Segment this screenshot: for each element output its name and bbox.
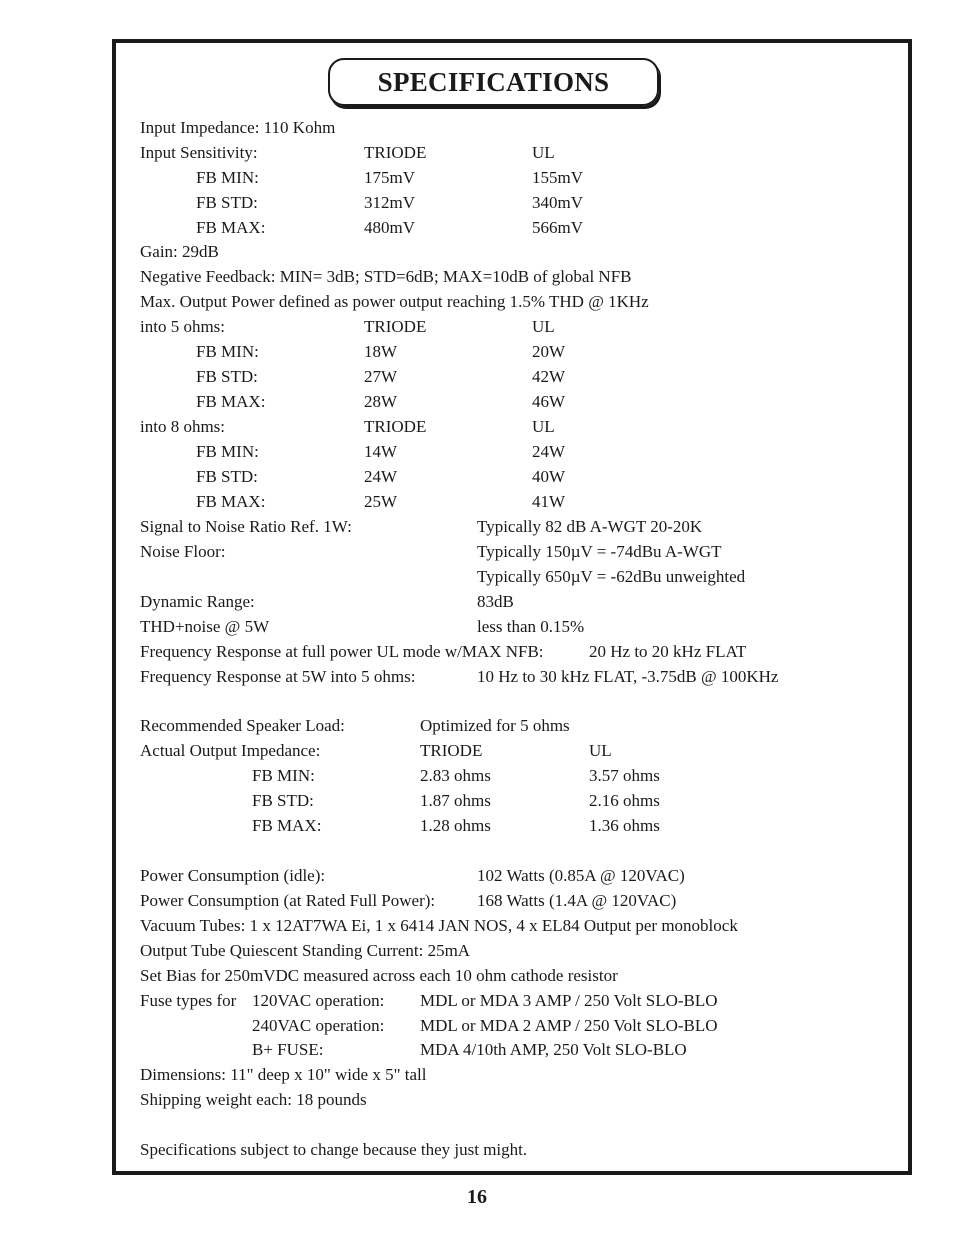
spec-line (0, 889, 954, 913)
spec-cell: 155mV (532, 168, 583, 187)
spec-cell: Frequency Response at full power UL mode w/MAX NFB: (140, 642, 544, 661)
spec-cell: FB STD: (196, 467, 258, 486)
spec-cell: 120VAC operation: (252, 991, 385, 1010)
spec-line (0, 1088, 954, 1112)
spec-line (0, 640, 954, 664)
spec-line (0, 191, 954, 215)
spec-line (0, 240, 954, 264)
spec-line (0, 440, 954, 464)
spec-line (0, 565, 954, 589)
spec-cell: Power Consumption (at Rated Full Power): (140, 891, 436, 910)
spec-cell: UL (532, 317, 555, 336)
spec-line (0, 1063, 954, 1087)
spec-cell: 24W (364, 467, 398, 486)
spec-cell: Optimized for 5 ohms (420, 716, 570, 735)
spec-line (0, 490, 954, 514)
spec-cell: Power Consumption (idle): (140, 866, 326, 885)
spec-line (0, 714, 954, 738)
spec-cell: 168 Watts (1.4A @ 120VAC) (477, 891, 677, 910)
spec-line (0, 290, 954, 314)
spec-cell: FB MIN: (196, 342, 259, 361)
spec-line (0, 764, 954, 788)
spec-cell: Frequency Response at 5W into 5 ohms: (140, 667, 416, 686)
spec-cell: 10 Hz to 30 kHz FLAT, -3.75dB @ 100KHz (477, 667, 779, 686)
spec-cell: 27W (364, 367, 398, 386)
spec-cell: 2.83 ohms (420, 766, 491, 785)
spec-cell: Fuse types for (140, 991, 237, 1010)
spec-cell: UL (532, 143, 555, 162)
spec-cell: 41W (532, 492, 566, 511)
spec-cell: 20 Hz to 20 kHz FLAT (589, 642, 747, 661)
spec-line (0, 365, 954, 389)
spec-cell: FB MIN: (196, 442, 259, 461)
spec-cell: Max. Output Power defined as power output reaching 1.5% THD @ 1KHz (140, 292, 649, 311)
spec-cell: into 8 ohms: (140, 417, 226, 436)
spec-cell: TRIODE (364, 143, 427, 162)
spec-cell: FB STD: (196, 367, 258, 386)
spec-cell: less than 0.15% (477, 617, 585, 636)
spec-cell: Recommended Speaker Load: (140, 716, 345, 735)
spec-line (0, 340, 954, 364)
spec-line (0, 390, 954, 414)
spec-line (0, 315, 954, 339)
spec-cell: 18W (364, 342, 398, 361)
spec-line (0, 415, 954, 439)
spec-cell: Dynamic Range: (140, 592, 255, 611)
spec-line (0, 615, 954, 639)
spec-cell: FB MAX: (196, 218, 266, 237)
spec-cell: TRIODE (420, 741, 483, 760)
spec-line (0, 739, 954, 763)
spec-cell: FB MAX: (196, 392, 266, 411)
spec-cell: THD+noise @ 5W (140, 617, 270, 636)
spec-cell: 20W (532, 342, 566, 361)
spec-line (0, 1038, 954, 1062)
spec-cell: UL (532, 417, 555, 436)
spec-cell: 42W (532, 367, 566, 386)
spec-cell: 566mV (532, 218, 583, 237)
spec-cell: 175mV (364, 168, 415, 187)
spec-cell: Shipping weight each: 18 pounds (140, 1090, 367, 1109)
spec-cell: FB MAX: (252, 816, 322, 835)
spec-line (0, 939, 954, 963)
spec-cell: 240VAC operation: (252, 1016, 385, 1035)
spec-line (0, 665, 954, 689)
spec-line (0, 465, 954, 489)
spec-cell: Specifications subject to change because they just might. (140, 1140, 528, 1159)
spec-cell: Vacuum Tubes: 1 x 12AT7WA Ei, 1 x 6414 JAN NOS, 4 x EL84 Output per monoblock (140, 916, 738, 935)
title-box (328, 58, 659, 106)
spec-cell: Negative Feedback: MIN= 3dB; STD=6dB; MAX=10dB of global NFB (140, 267, 632, 286)
spec-cell: FB MIN: (252, 766, 315, 785)
spec-line (0, 141, 954, 165)
spec-cell: 83dB (477, 592, 514, 611)
spec-cell: 1.87 ohms (420, 791, 491, 810)
spec-cell: FB STD: (252, 791, 314, 810)
spec-line (0, 590, 954, 614)
spec-line (0, 1014, 954, 1038)
spec-line (0, 166, 954, 190)
spec-cell: Actual Output Impedance: (140, 741, 321, 760)
spec-cell: B+ FUSE: (252, 1040, 324, 1059)
spec-line (0, 989, 954, 1013)
spec-cell: 3.57 ohms (589, 766, 660, 785)
spec-cell: Typically 650µV = -62dBu unweighted (477, 567, 746, 586)
spec-cell: 1.28 ohms (420, 816, 491, 835)
spec-cell: Signal to Noise Ratio Ref. 1W: (140, 517, 352, 536)
spec-cell: 340mV (532, 193, 583, 212)
spec-cell: Typically 150µV = -74dBu A-WGT (477, 542, 722, 561)
spec-cell: MDL or MDA 3 AMP / 250 Volt SLO-BLO (420, 991, 718, 1010)
page-title: SPECIFICATIONS (377, 66, 610, 97)
spec-cell: 46W (532, 392, 566, 411)
spec-line (0, 814, 954, 838)
spec-line (0, 265, 954, 289)
spec-cell: 102 Watts (0.85A @ 120VAC) (477, 866, 685, 885)
spec-cell: UL (589, 741, 612, 760)
spec-line (0, 914, 954, 938)
spec-cell: Input Impedance: 110 Kohm (140, 118, 336, 137)
spec-line (0, 864, 954, 888)
spec-cell: Noise Floor: (140, 542, 226, 561)
spec-cell: 40W (532, 467, 566, 486)
spec-line (0, 540, 954, 564)
spec-cell: 25W (364, 492, 398, 511)
spec-cell: MDL or MDA 2 AMP / 250 Volt SLO-BLO (420, 1016, 718, 1035)
spec-cell: Gain: 29dB (140, 242, 219, 261)
spec-cell: 480mV (364, 218, 415, 237)
spec-cell: Input Sensitivity: (140, 143, 258, 162)
spec-cell: 24W (532, 442, 566, 461)
spec-cell: Dimensions: 11" deep x 10" wide x 5" tall (140, 1065, 427, 1084)
spec-cell: 14W (364, 442, 398, 461)
spec-cell: Typically 82 dB A-WGT 20-20K (477, 517, 703, 536)
spec-cell: TRIODE (364, 317, 427, 336)
spec-cell: MDA 4/10th AMP, 250 Volt SLO-BLO (420, 1040, 687, 1059)
spec-cell: into 5 ohms: (140, 317, 226, 336)
spec-cell: 28W (364, 392, 398, 411)
spec-line (0, 216, 954, 240)
page-number: 16 (467, 1186, 487, 1208)
spec-line (0, 1138, 954, 1162)
spec-cell: FB MAX: (196, 492, 266, 511)
spec-line (0, 515, 954, 539)
spec-cell: TRIODE (364, 417, 427, 436)
spec-line (0, 789, 954, 813)
spec-cell: 1.36 ohms (589, 816, 660, 835)
spec-cell: Output Tube Quiescent Standing Current: 25mA (140, 941, 471, 960)
spec-line (0, 116, 954, 140)
spec-line (0, 964, 954, 988)
spec-cell: Set Bias for 250mVDC measured across each 10 ohm cathode resistor (140, 966, 618, 985)
spec-cell: FB STD: (196, 193, 258, 212)
spec-cell: FB MIN: (196, 168, 259, 187)
spec-cell: 312mV (364, 193, 415, 212)
spec-cell: 2.16 ohms (589, 791, 660, 810)
